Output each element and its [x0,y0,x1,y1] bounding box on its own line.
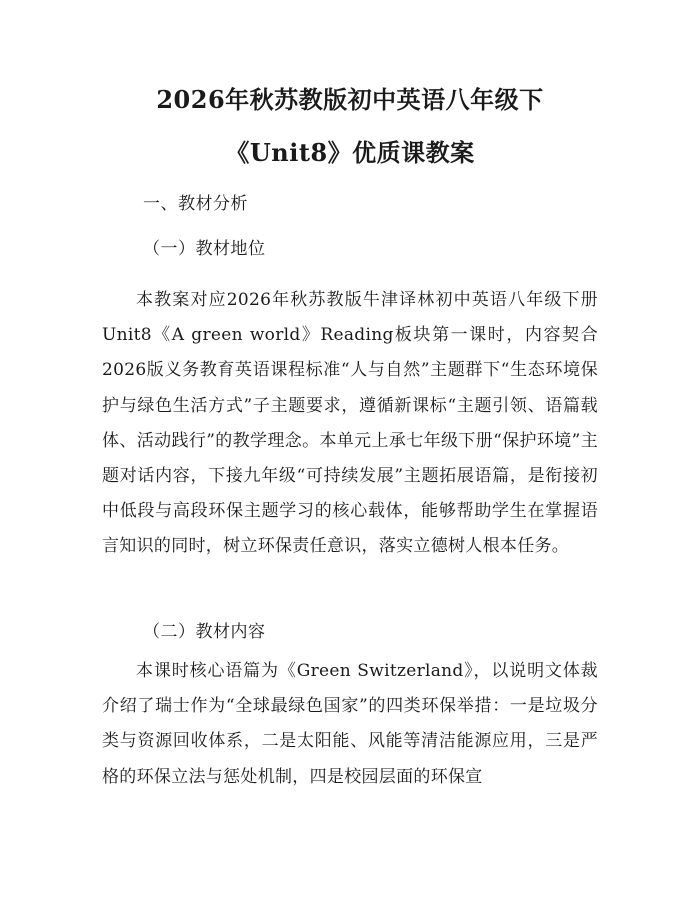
paragraph-textbook-content: 本课时核心语篇为《Green Switzerland》，以说明文体裁介绍了瑞士作为“全球最绿色国家”的四类环保举措：一是垃圾分类与资源回收体系，二是太阳能、风能等清洁能源应用，三是严格的环保立法与惩处机制，四是校园层面的环保宣 [102,661,598,787]
subsection-heading-textbook-content: （二）教材内容 [143,622,266,642]
paragraph-textbook-position: 本教案对应2026年秋苏教版牛津译林初中英语八年级下册Unit8《A green world》Reading板块第一课时，内容契合2026版义务教育英语课程标准“人与自然”主题群下“生态环境保护与绿色生活方式”子主题要求，遵循新课标“主题引领、语篇载体、活动践行”的教学理念。本单元上承七年级下册“保护环境”主题对话内容，下接九年级“可持续发展”主题拓展语篇，是衔接初中低段与高段环保主题学习的核心载体，能够帮助学生在掌握语言知识的同时，树立环保责任意识，落实立德树人根本任务。 [102,290,598,557]
section-heading-textbook-analysis: 一、教材分析 [143,194,248,214]
document-title-line-1: 2026年秋苏教版初中英语八年级下 [156,85,544,114]
document-title-line-2: 《Unit8》优质课教案 [225,138,475,167]
subsection-heading-textbook-position: （一）教材地位 [143,239,266,259]
